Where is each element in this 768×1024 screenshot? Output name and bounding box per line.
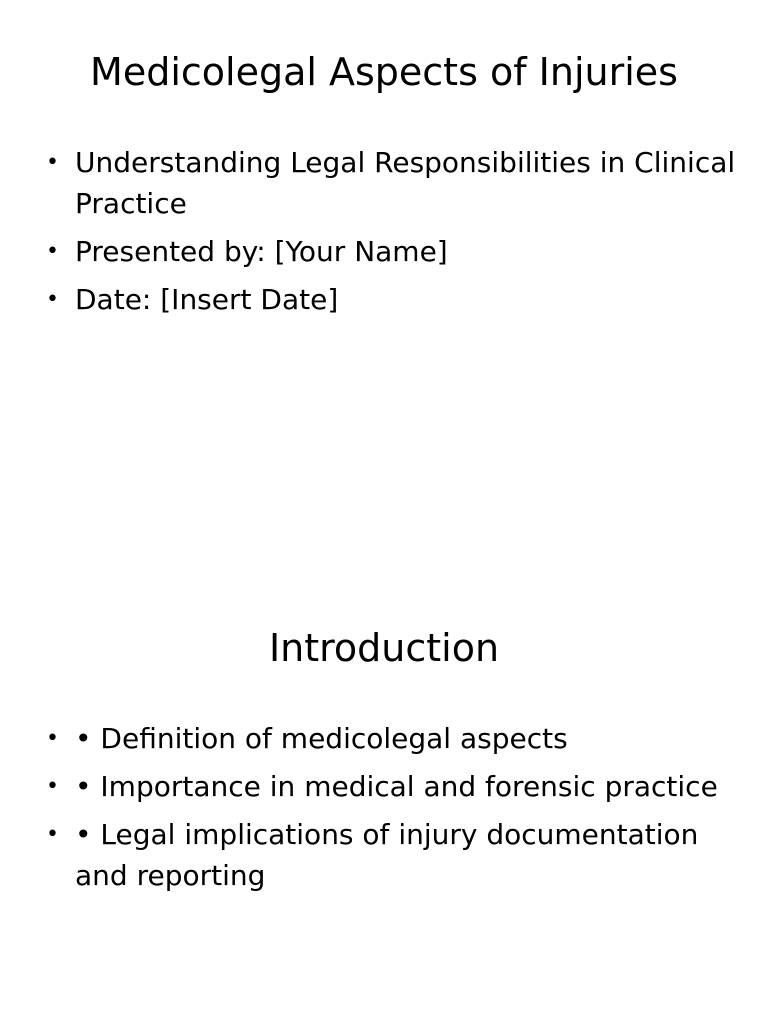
bullet-icon: • <box>46 774 59 799</box>
bullet-item <box>46 142 736 224</box>
bullet-text: • Legal implications of injury documentation and reporting <box>75 818 699 892</box>
bullet-item <box>46 718 736 759</box>
bullet-item <box>46 766 736 807</box>
slide-introduction-heading: Introduction <box>268 626 500 670</box>
bullet-icon: • <box>46 287 59 312</box>
bullet-text: Presented by: [Your Name] <box>75 235 448 268</box>
bullet-text: Understanding Legal Responsibilities in Clinical Practice <box>75 146 736 220</box>
bullet-text: • Importance in medical and forensic practice <box>75 770 718 803</box>
bullet-item <box>46 814 736 896</box>
bullet-icon: • <box>46 822 59 847</box>
slide-introduction <box>0 576 768 1024</box>
bullet-text: • Definition of medicolegal aspects <box>75 722 568 755</box>
bullet-item <box>46 231 736 272</box>
slide-title-heading: Medicolegal Aspects of Injuries <box>90 50 678 94</box>
bullet-icon: • <box>46 150 59 175</box>
bullet-item <box>46 279 736 320</box>
bullet-text: Date: [Insert Date] <box>75 283 339 316</box>
slide-introduction-bullet-list <box>46 718 736 903</box>
slide-title-bullet-list <box>46 142 736 327</box>
bullet-icon: • <box>46 239 59 264</box>
bullet-icon: • <box>46 726 59 751</box>
